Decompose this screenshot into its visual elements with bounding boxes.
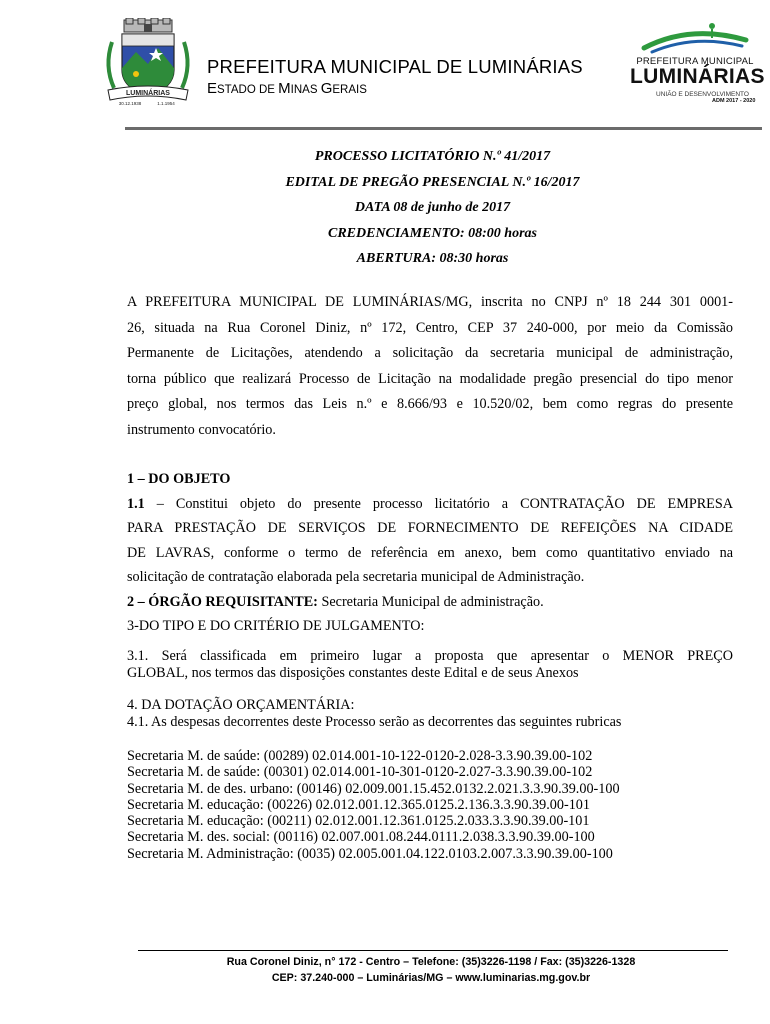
header-divider xyxy=(125,127,762,130)
crest-date-right: 1.1.1954 xyxy=(157,101,175,106)
section-1-line: solicitação de contratação elaborada pela secretaria municipal de Administração. xyxy=(127,569,585,585)
section-2-line xyxy=(127,590,733,615)
intro-line: Permanente de Licitações, atendendo a solicitação da secretaria municipal de administração, xyxy=(127,345,733,362)
footer-address: Rua Coronel Diniz, n° 172 - Centro – Telefone: (35)3226-1198 / Fax: (35)3226-1328 xyxy=(226,956,636,968)
list-item: Secretaria M. des. social: (00116) 02.007.001.08.244.0111.2.038.3.3.90.39.00-100 xyxy=(127,829,595,846)
logo-swoosh-icon xyxy=(630,18,760,58)
intro-line: A PREFEITURA MUNICIPAL DE LUMINÁRIAS/MG, inscrita no CNPJ nº 18 244 301 0001- xyxy=(127,294,733,310)
list-item: Secretaria M. educação: (00226) 02.012.001.12.365.0125.2.136.3.3.90.39.00-101 xyxy=(127,796,590,813)
process-headings xyxy=(0,144,770,272)
municipal-logo xyxy=(630,18,765,104)
section-1-line: DE LAVRAS, conforme o termo de referência em anexo, bem como quantitativo enviado na xyxy=(127,544,733,561)
logo-main-text: LUMINÁRIAS xyxy=(630,65,765,88)
logo-top-text: PREFEITURA MUNICIPAL xyxy=(636,56,754,67)
crest-banner-text: LUMINÁRIAS xyxy=(126,90,170,97)
header-title: PREFEITURA MUNICIPAL DE LUMINÁRIAS xyxy=(207,56,583,77)
process-number: PROCESSO LICITATÓRIO N.º 41/2017 xyxy=(314,149,551,164)
section-3-line: 3.1. Será classificada em primeiro lugar a proposta que apresentar o MENOR PREÇO xyxy=(127,648,733,664)
section-budget xyxy=(127,697,733,731)
opening-time: ABERTURA: 08:30 horas xyxy=(356,251,509,266)
intro-line: preço global, nos termos das Leis n.º e 8.666/93 e 10.520/02, bem como regras do presente xyxy=(127,396,733,413)
edital-number: EDITAL DE PREGÃO PRESENCIAL N.º 16/2017 xyxy=(285,174,580,190)
list-item: Secretaria M. educação: (00211) 02.012.001.12.361.0125.2.033.3.3.90.39.00-101 xyxy=(127,813,590,830)
header-subtitle: ESTADO DE MINAS GERAIS xyxy=(207,80,367,97)
intro-line: torna público que realizará Processo de Licitação na modalidade pregão presencial do tipo menor xyxy=(127,370,733,387)
footer-contact: CEP: 37.240-000 – Luminárias/MG – www.luminarias.mg.gov.br xyxy=(271,972,591,984)
list-item: Secretaria M. de des. urbano: (00146) 02.009.001.15.452.0132.2.021.3.3.90.39.00-100 xyxy=(127,780,620,797)
footer-divider xyxy=(138,950,728,951)
list-item: Secretaria M. de saúde: (00289) 02.014.001-10-122-0120-2.028-3.3.90.39.00-102 xyxy=(127,748,593,764)
credential-time: CREDENCIAMENTO: 08:00 horas xyxy=(327,225,537,241)
section-1-title: 1 – DO OBJETO xyxy=(127,471,231,487)
list-item: Secretaria M. Administração: (0035) 02.005.001.04.122.0103.2.007.3.3.90.39.00-100 xyxy=(127,845,613,862)
section-3-title: 3-DO TIPO E DO CRITÉRIO DE JULGAMENTO: xyxy=(127,618,425,634)
section-3-body xyxy=(127,648,733,682)
intro-line: instrumento convocatório. xyxy=(127,421,276,438)
rubrics-list xyxy=(127,748,620,862)
intro-line: 26, situada na Rua Coronel Diniz, nº 172, Centro, CEP 37 240-000, por meio da Comissão xyxy=(127,319,733,336)
section-1-line: 1.1 – Constitui objeto do presente processo licitatório a CONTRATAÇÃO DE EMPRESA xyxy=(127,495,733,512)
intro-paragraph xyxy=(127,290,733,444)
section-2-title: 2 – ÓRGÃO REQUISITANTE: xyxy=(127,593,318,610)
list-item: Secretaria M. de saúde: (00301) 02.014.001-10-301-0120-2.027-3.3.90.39.00-102 xyxy=(127,764,593,781)
section-3-line: GLOBAL, nos termos das disposições constantes deste Edital e de seus Anexos xyxy=(127,665,579,681)
date-line: DATA 08 de junho de 2017 xyxy=(354,200,511,215)
crest-date-left: 30.12.1938 xyxy=(118,101,142,106)
logo-motto-text: UNIÃO E DESENVOLVIMENTO xyxy=(656,91,749,98)
logo-mandate-text: ADM 2017 - 2020 xyxy=(712,98,756,104)
section-4-title: 4. DA DOTAÇÃO ORÇAMENTÁRIA: xyxy=(127,697,355,713)
section-2-text: Secretaria Municipal de administração. xyxy=(317,593,544,610)
section-1-line: PARA PRESTAÇÃO DE SERVIÇOS DE FORNECIMENTO DE REFEIÇÕES NA CIDADE xyxy=(127,520,733,536)
section-4-text: 4.1. As despesas decorrentes deste Processo serão as decorrentes das seguintes rubricas xyxy=(127,714,622,730)
coat-of-arms-icon xyxy=(100,18,196,106)
section-object xyxy=(127,467,733,639)
